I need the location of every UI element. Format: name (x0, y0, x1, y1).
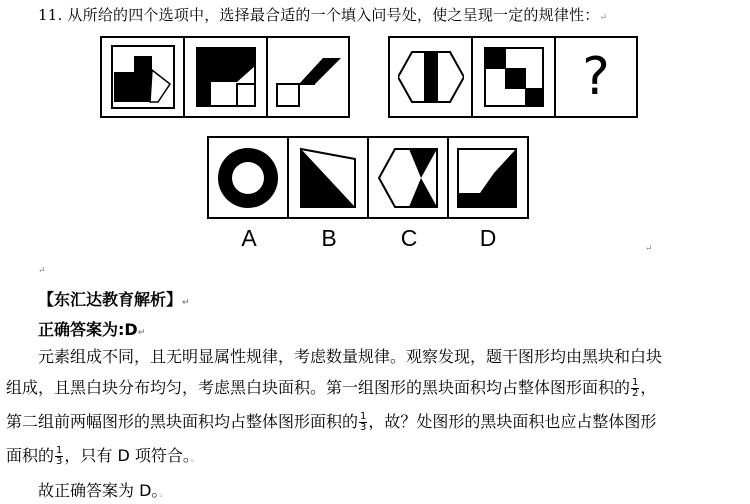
figure-icon (454, 145, 520, 211)
puzzle-group-2 (388, 36, 638, 118)
group2-figure-2 (473, 38, 556, 116)
paragraph-mark: ↵ (137, 328, 146, 338)
fraction-numerator: 1 (632, 377, 639, 388)
puzzle-group-1 (100, 36, 350, 118)
analysis-line-1: 元素组成不同，且无明显属性规律，考虑数量规律。观察发现，题干图形均由黑块和白块 (38, 347, 663, 366)
option-a-label[interactable]: A (241, 225, 257, 251)
fraction-numerator: 1 (360, 411, 367, 422)
conclusion-text: 故正确答案为 D。 (38, 481, 160, 500)
analysis-line-2 (6, 372, 706, 403)
analysis-line-2-text: 组成，且黑白块分布均匀，考虑黑白块面积。第一组图形的黑块面积均占整体图形面积的 (6, 378, 631, 397)
question-text-content: 11. 从所给的四个选项中，选择最合适的一个填入问号处，使之呈现一定的规律性： (38, 6, 600, 24)
figure-icon (275, 44, 341, 110)
option-d-figure (449, 138, 525, 217)
analysis-line-4 (6, 440, 706, 475)
analysis-line-4-text-b: ，只有 D 项符合。 (64, 446, 191, 465)
fraction-one-half (631, 378, 639, 399)
fraction-numerator: 1 (56, 445, 63, 456)
fraction-denominator: 3 (56, 456, 63, 467)
option-c-figure (369, 138, 449, 217)
option-a-figure (209, 138, 289, 217)
figure-icon (295, 145, 361, 211)
analysis-line-4-text-a: 面积的 (6, 446, 55, 465)
analysis-heading-text: 【东汇达教育解析】 (38, 290, 183, 309)
analysis-line-3-text-a: 第二组前两幅图形的黑块面积均占整体图形面积的 (6, 412, 359, 431)
paragraph-mark: ↵ (599, 13, 608, 23)
figure-icon (193, 44, 259, 110)
figure-icon (110, 44, 176, 110)
bowtie-icon (375, 145, 441, 211)
group1-figure-1 (102, 38, 185, 116)
option-d-label[interactable]: D (479, 225, 497, 251)
answer-text: 正确答案为:D (38, 320, 138, 339)
fraction-denominator: 2 (632, 388, 639, 399)
group2-figure-1 (390, 38, 473, 116)
paragraph-mark: ↵ (182, 298, 190, 308)
fraction-one-third (359, 412, 367, 433)
paragraph-mark: ↵ (38, 266, 46, 276)
question-mark: ? (582, 47, 610, 107)
option-c-label[interactable]: C (400, 225, 418, 251)
analysis-line-3 (6, 406, 706, 437)
question-mark-cell (556, 38, 636, 116)
options-strip (207, 136, 529, 219)
answer-line (38, 317, 145, 340)
hexagon-icon (398, 44, 464, 110)
analysis-heading (38, 287, 190, 310)
paragraph-mark: ↵ (645, 244, 653, 254)
group1-figure-2 (185, 38, 268, 116)
comma: ， (640, 378, 657, 397)
fraction-one-third (55, 446, 63, 467)
conclusion-line (38, 478, 168, 501)
paragraph-mark: 。 (159, 489, 169, 499)
ring-icon (216, 146, 280, 210)
option-b-label[interactable]: B (321, 225, 337, 251)
group1-figure-3 (268, 38, 348, 116)
analysis-line-3-text-b: ，故？处图形的黑块面积也应占整体图形 (368, 412, 657, 431)
paragraph-mark: 。 (190, 454, 200, 464)
checker-icon (481, 44, 547, 110)
question-text (38, 4, 607, 25)
fraction-denominator: 3 (360, 422, 367, 433)
option-b-figure (289, 138, 369, 217)
